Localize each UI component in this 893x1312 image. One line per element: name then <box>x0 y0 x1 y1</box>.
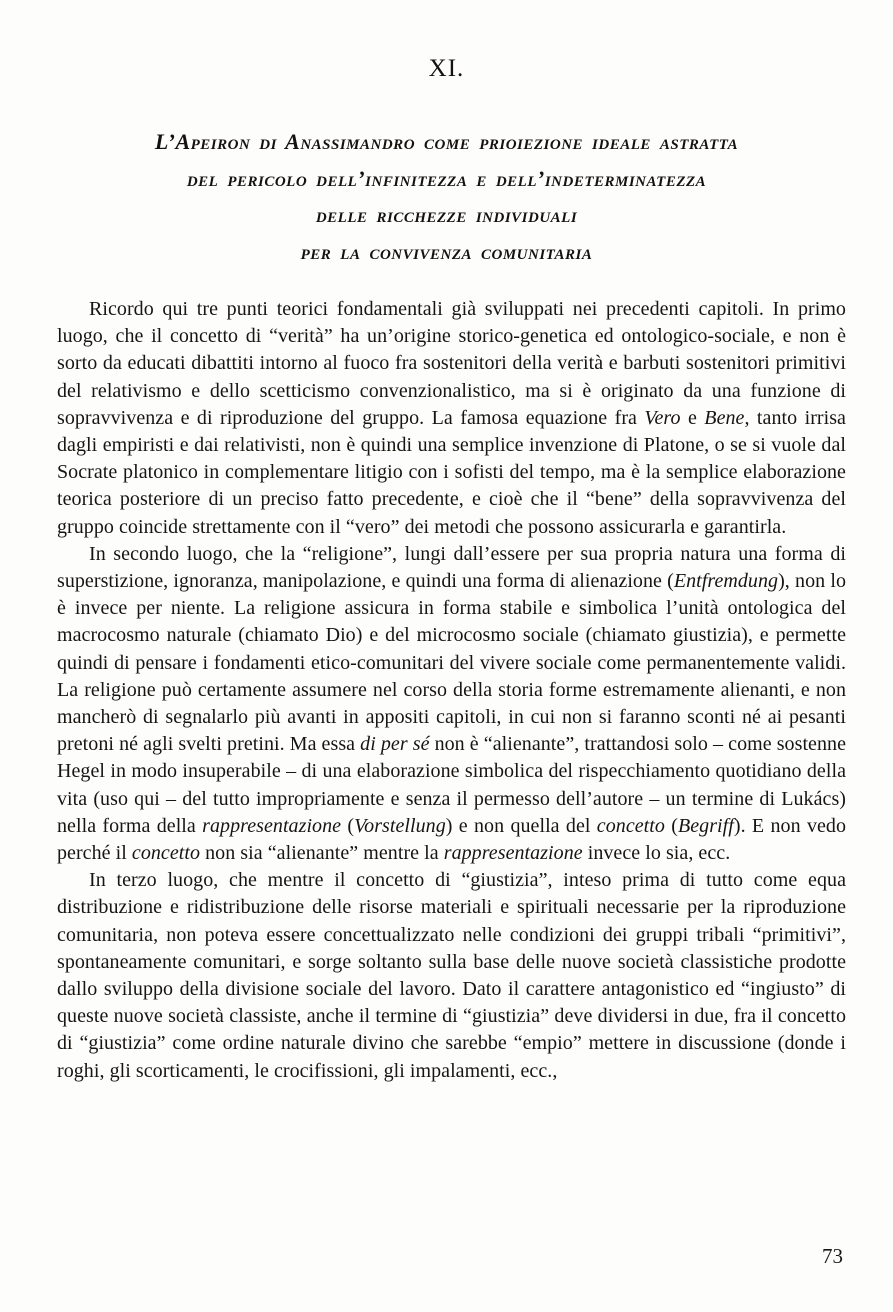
italic-text-segment: Vero <box>644 406 681 429</box>
italic-text-segment: Entfremdung <box>673 570 779 593</box>
italic-text-segment: concetto <box>596 814 665 837</box>
italic-text-segment: rappresentazione <box>443 842 583 865</box>
italic-text-segment: Vorstellung <box>354 814 446 837</box>
page-number: 73 <box>822 1244 843 1268</box>
italic-text-segment: Bene <box>704 406 745 429</box>
italic-text-segment: concetto <box>131 842 201 865</box>
text-segment: non è “alienante”, trattandosi solo – come sostenne Hegel in modo insuperabile – di una elaborazione simbolica del rispecchiamento quotidiano della vita (uso qui – del tutto impropriamente e senza il permesso dell’autore – un termine di Lukács) nella forma della <box>57 733 846 837</box>
text-segment: ( <box>341 814 355 837</box>
body-paragraph-2 <box>57 541 846 867</box>
italic-text-segment: Begriff <box>677 814 734 837</box>
text-segment: In secondo luogo, che la “religione”, lungi dall’essere per sua propria natura una forma di superstizione, ignoranza, manipolazione, e quindi una forma di alienazione ( <box>57 542 846 593</box>
body-text <box>57 296 846 1085</box>
chapter-title-line-2: del pericolo dell’infinitezza e dell’indeterminatezza <box>186 165 707 191</box>
text-segment: , tanto irrisa dagli empiristi e dai relativisti, non è quindi una semplice invenzione di Platone, o se si vuole dal Socrate platonico in complementare litigio con i sofisti del tempo, ma è la semplice elaborazione teorica posteriore di un preciso fatto precedente, e cioè che il “bene” della sopravvivenza del gruppo coincide strettamente con il “vero” dei metodi che possono assicurarla e garantirla. <box>57 406 846 538</box>
text-segment: ), non lo è invece per niente. La religione assicura in forma stabile e simbolica l’unità ontologica del macrocosmo naturale (chiamato Dio) e del microcosmo sociale (chiamato giustizia), e permette quindi di pensare i fondamenti etico-comunitari del vivere sociale come permanentemente validi. La religione può certamente assumere nel corso della storia forme estremamente alienanti, e non mancherò di segnalarlo più avanti in appositi capitoli, in cui non si faranno sconti né ai pesanti pretoni né agli svelti pretini. Ma essa <box>57 570 846 756</box>
text-segment: In terzo luogo, che mentre il concetto di “giustizia”, inteso prima di tutto come equa distribuzione e ridistribuzione delle risorse materiali e spirituali necessarie per la riproduzione comunitaria, non poteva essere concettualizzato nelle condizioni dei gruppi tribali “primitivi”, spontaneamente comunitari, e sorge soltanto sulla base delle nuove società classistiche prodotte dallo sviluppo della divisione sociale del lavoro. Dato il carattere antagonistico ed “ingiusto” di queste nuove società classiste, anche il termine di “giustizia” deve dividersi in due, fra il concetto di “giustizia” come ordine naturale divino che sarebbe “empio” mettere in discussione (donde i roghi, gli scorticamenti, le crocifissioni, gli impalamenti, ecc., <box>57 869 846 1082</box>
chapter-title-line-4: per la convivenza comunitaria <box>300 238 593 264</box>
text-segment: Ricordo qui tre punti teorici fondamentali già sviluppati nei precedenti capitoli. In primo luogo, che il concetto di “verità” ha un’origine storico-genetica ed ontologico-sociale, e non è sorto da educati dibattiti intorno al fuoco fra sostenitori della verità e barbuti sostenitori primitivi del relativismo e dello scetticismo convenzionalistico, ma si è originato da una funzione di sopravvivenza e di riproduzione del gruppo. La famosa equazione fra <box>57 298 846 429</box>
chapter-number: XI. <box>428 55 465 82</box>
italic-text-segment: rappresentazione <box>202 814 342 837</box>
text-segment: invece lo sia, ecc. <box>582 842 731 865</box>
text-segment: e <box>680 406 705 429</box>
chapter-title-line-3: delle ricchezze individuali <box>315 202 578 227</box>
chapter-title <box>0 124 893 270</box>
text-segment: ( <box>664 814 678 837</box>
text-segment: ) e non quella del <box>445 814 597 837</box>
chapter-title-line-1: L’Apeiron di Anassimandro come prioiezione ideale astratta <box>154 129 739 154</box>
text-segment: ). E non vedo perché il <box>57 814 847 865</box>
body-paragraph-1 <box>57 296 846 541</box>
italic-text-segment: di per sé <box>360 733 430 756</box>
text-segment: non sia “alienante” mentre la <box>200 842 444 865</box>
body-paragraph-3 <box>57 867 846 1085</box>
